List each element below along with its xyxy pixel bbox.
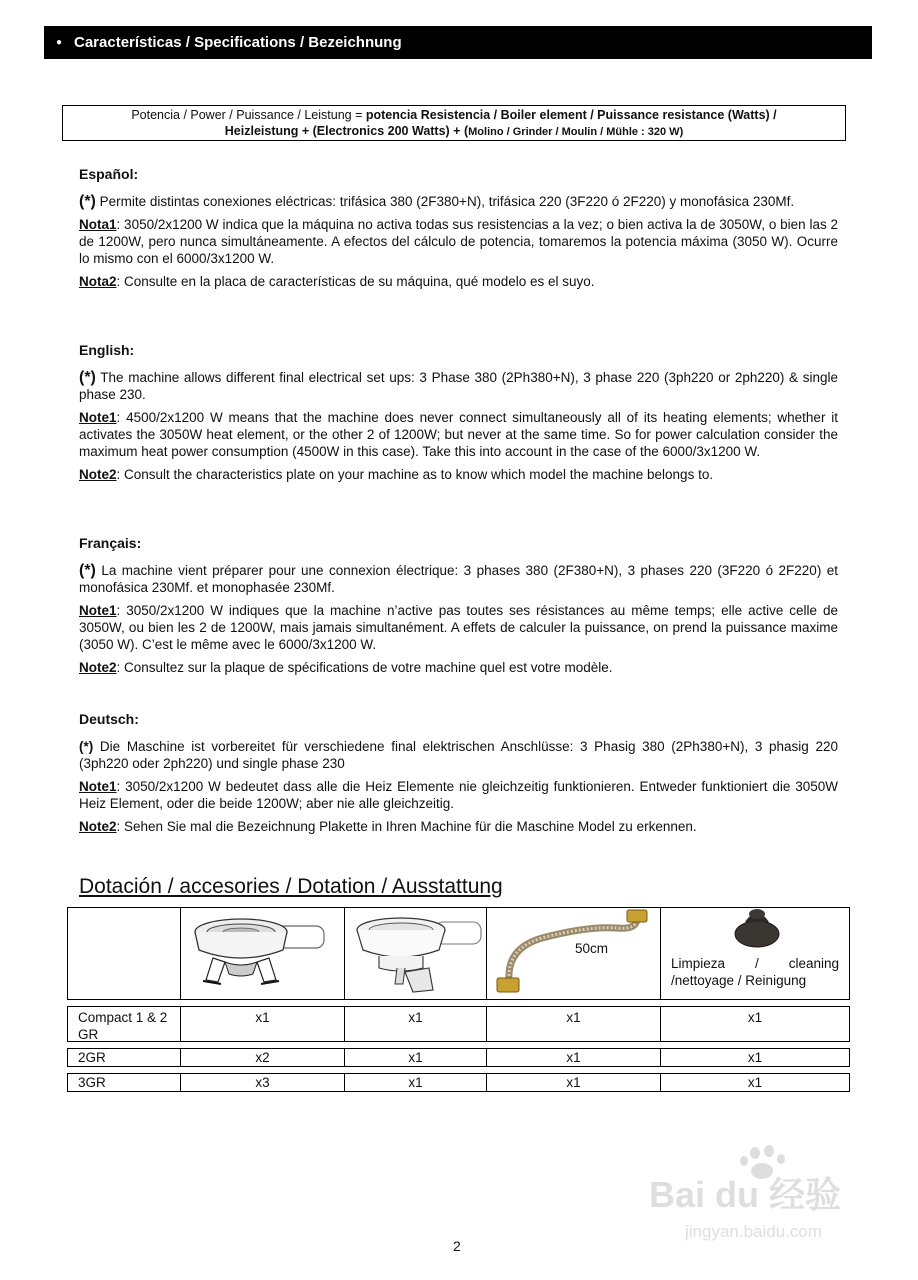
section-heading: Français:	[79, 535, 142, 551]
star-paragraph	[79, 738, 838, 772]
table-cell: x1	[486, 1006, 661, 1042]
table-row-model: 2GR	[67, 1048, 181, 1067]
note1-text: : 4500/2x1200 W means that the machine does never connect simultaneously all of its heating elements; whether it activates the 3050W heat element, or the other 2 of 1200W; but never at the same time. So for power calculation consider the maximum heat power consumption (4500W in this case). Take this into account in the case of the 6000/3x1200 W.	[79, 410, 838, 459]
star-paragraph	[79, 369, 838, 403]
group-head-icon	[181, 908, 344, 999]
image-cell-cleaning-disc	[660, 907, 850, 1000]
table-cell: x1	[660, 1073, 850, 1092]
note2-text: : Consult the characteristics plate on your machine as to know which model the machine belongs to.	[116, 467, 714, 482]
note2-paragraph	[79, 466, 838, 483]
table-row-model: 3GR	[67, 1073, 181, 1092]
note1-label: Note1	[79, 779, 117, 794]
note1-label: Note1	[79, 410, 117, 425]
power-formula-boiler: potencia Resistencia / Boiler element / Puissance resistance (Watts) /	[365, 108, 777, 122]
note2-text: : Consultez sur la plaque de spécifications de votre machine quel est votre modèle.	[116, 660, 613, 675]
power-formula-lead: Potencia / Power / Puissance / Leistung =	[131, 108, 366, 122]
power-formula-box	[62, 105, 846, 141]
cleaning-label: Limpieza / cleaning /nettoyage / Reinigung	[671, 956, 839, 988]
note2-paragraph	[79, 659, 838, 676]
table-cell: x1	[486, 1073, 661, 1092]
section-french	[79, 535, 838, 682]
watermark-brand: Bai du 经验	[649, 1174, 842, 1215]
note2-label: Nota2	[79, 274, 117, 289]
power-formula-electronics: Heizleistung + (Electronics 200 Watts) + (	[224, 124, 469, 138]
bullet-icon: ●	[56, 37, 63, 48]
note2-label: Note2	[79, 467, 117, 482]
section-spanish	[79, 166, 838, 296]
note2-text: : Sehen Sie mal die Bezeichnung Plakette in Ihren Machine für die Maschine Model zu erkennen.	[116, 819, 697, 834]
accessories-title: Dotación / accesories / Dotation / Ausstattung	[79, 875, 503, 898]
hose-icon	[487, 908, 660, 999]
note2-label: Note2	[79, 660, 117, 675]
power-formula-grinder: Molino / Grinder / Moulin / Mühle : 320 W)	[468, 126, 684, 138]
star-text: La machine vient préparer pour une connexion électrique: 3 phases 380 (2F380+N), 3 phases 220 (3F220 ó 2F220) et monofásica 230Mf. et monophasée 230Mf.	[79, 563, 838, 595]
note1-paragraph	[79, 602, 838, 653]
image-cell-group-head	[180, 907, 345, 1000]
table-cell: x1	[660, 1006, 850, 1042]
star-marker: (*)	[79, 739, 94, 754]
note2-paragraph	[79, 273, 838, 290]
star-text: The machine allows different final electrical set ups: 3 Phase 380 (2Ph380+N), 3 phase 220 (3ph220 or 2ph220) & single phase 230.	[79, 370, 838, 402]
table-row-model: Compact 1 & 2 GR	[67, 1006, 181, 1042]
note2-paragraph	[79, 818, 838, 835]
star-marker: (*)	[79, 369, 96, 386]
star-paragraph	[79, 562, 838, 596]
note1-paragraph	[79, 778, 838, 812]
section-heading: Deutsch:	[79, 711, 139, 727]
note1-text: : 3050/2x1200 W bedeutet dass alle die Heiz Elemente nie gleichzeitig funktionieren. Entweder funktioniert die 3050W Heiz Element, oder die beide 1200W; aber nie alle gleichzeitig.	[79, 779, 838, 811]
note2-text: : Consulte en la placa de características de su máquina, qué modelo es el suyo.	[116, 274, 595, 289]
section-title: Características / Specifications / Bezeichnung	[74, 34, 402, 51]
section-german	[79, 711, 838, 841]
baidu-watermark-logo	[645, 1145, 870, 1265]
section-heading: English:	[79, 342, 135, 358]
note1-paragraph	[79, 409, 838, 460]
note1-paragraph	[79, 216, 838, 267]
watermark-url: jingyan.baidu.com	[685, 1222, 823, 1241]
star-marker: (*)	[79, 562, 96, 579]
note1-label: Nota1	[79, 217, 117, 232]
note1-label: Note1	[79, 603, 117, 618]
star-paragraph	[79, 193, 838, 210]
table-cell: x1	[344, 1048, 487, 1067]
table-cell: x1	[486, 1048, 661, 1067]
image-cell-hose	[486, 907, 661, 1000]
star-text: Die Maschine ist vorbereitet für verschiedene final elektrischen Anschlüsse: 3 Phasig 380 (2Ph380+N), 3 phasig 220 (3ph220 oder 2ph220) und single phase 230	[79, 739, 838, 771]
star-marker: (*)	[79, 193, 96, 210]
hose-length-label: 50cm	[575, 941, 609, 956]
table-cell: x3	[180, 1073, 345, 1092]
table-cell: x1	[344, 1073, 487, 1092]
portafilter-icon	[345, 908, 486, 999]
table-cell: x1	[344, 1006, 487, 1042]
page-number: 2	[453, 1238, 461, 1254]
table-cell: x1	[660, 1048, 850, 1067]
note1-text: : 3050/2x1200 W indica que la máquina no activa todas sus resistencias a la vez; o bien activa la de 3050W, o bien las 2 de 1200W, pero nunca simultáneamente. A efectos del cálculo de potencia, tomaremos la potencia máxima (3050 W). Ocurre lo mismo con el 6000/3x1200 W.	[79, 217, 838, 266]
table-cell: x2	[180, 1048, 345, 1067]
cleaning-disc-icon	[661, 908, 849, 948]
star-text: Permite distintas conexiones eléctricas: trifásica 380 (2F380+N), trifásica 220 (3F220 ó 2F220) y monofásica 230Mf.	[95, 194, 795, 209]
section-english	[79, 342, 838, 489]
section-header-bar	[44, 26, 872, 59]
note2-label: Note2	[79, 819, 117, 834]
section-heading: Español:	[79, 166, 139, 182]
image-cell-portafilter	[344, 907, 487, 1000]
note1-text: : 3050/2x1200 W indiques que la machine n’active pas toutes ses résistances au même temps; elle active celle de 3050W, ou bien les 2 de 1200W, mais jamais simultanément. A effets de calculer la puissance, on prend la puissance maxime (3050 W). C’est le même avec le 6000/3x1200 W.	[79, 603, 838, 652]
table-corner-cell	[67, 907, 181, 1000]
table-cell: x1	[180, 1006, 345, 1042]
